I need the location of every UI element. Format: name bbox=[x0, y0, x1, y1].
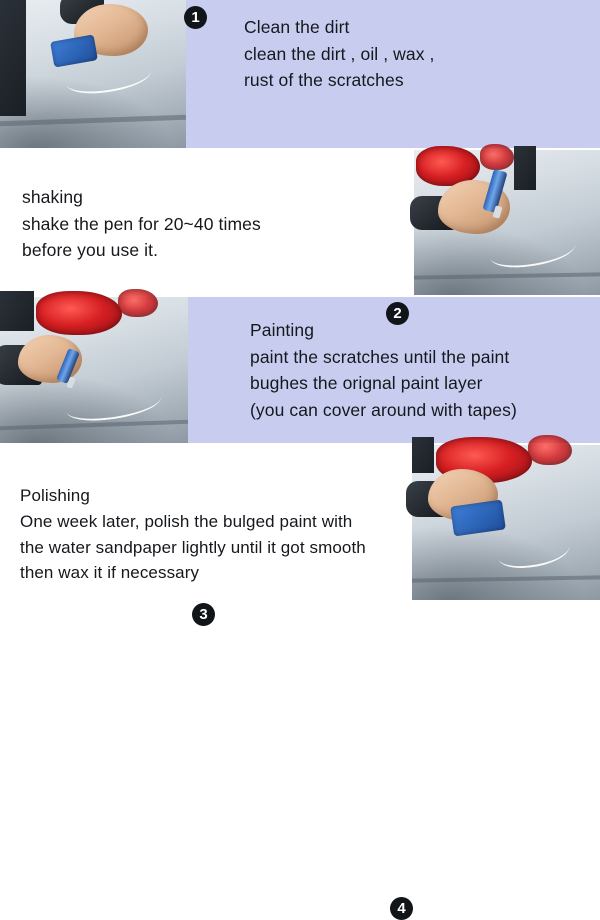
step-4-line-3: the water sandpaper lightly until it got smooth bbox=[20, 537, 366, 557]
taillight-inner-art bbox=[118, 289, 158, 317]
step-4-line-2: One week later, polish the bulged paint with bbox=[20, 511, 353, 531]
step-row-4 bbox=[0, 445, 600, 917]
step-3-line-4: (you can cover around with tapes) bbox=[250, 399, 517, 420]
step-1-number-badge: 1 bbox=[184, 6, 207, 29]
step-3-line-3: bughes the orignal paint layer bbox=[250, 373, 483, 394]
step-1-line-2: clean the dirt , oil , wax , bbox=[244, 43, 435, 64]
step-3-number-badge: 3 bbox=[192, 603, 215, 626]
step-3-line-2: paint the scratches until the paint bbox=[250, 346, 510, 367]
step-1-line-3: rust of the scratches bbox=[244, 70, 404, 91]
step-1-text bbox=[186, 0, 600, 148]
taillight-art bbox=[36, 291, 122, 335]
step-4-lines bbox=[14, 455, 402, 586]
dark-trim-art bbox=[412, 437, 434, 473]
step-row-1 bbox=[0, 0, 600, 148]
dark-trim-art bbox=[0, 291, 34, 331]
step-4-line-4: then wax it if necessary bbox=[20, 563, 200, 583]
step-2-line-2: shake the pen for 20~40 times bbox=[22, 213, 261, 234]
step-1-line-1: Clean the dirt bbox=[244, 17, 350, 37]
step-2-lines bbox=[14, 160, 404, 264]
dark-trim-art bbox=[0, 0, 26, 116]
step-4-line-1: Polishing bbox=[20, 486, 90, 505]
photo-hand-shaking-paint-pen bbox=[414, 150, 600, 295]
step-1-lines bbox=[200, 10, 590, 94]
step-row-2 bbox=[0, 150, 600, 322]
step-4-number-badge: 4 bbox=[390, 897, 413, 920]
step-4-text bbox=[0, 445, 412, 600]
step-2-number-badge: 2 bbox=[386, 302, 409, 325]
photo-hand-painting-scratch-with-pen bbox=[0, 297, 188, 443]
taillight-inner-art bbox=[480, 144, 514, 170]
step-2-line-3: before you use it. bbox=[22, 240, 159, 261]
step-3-line-1: Painting bbox=[250, 320, 315, 340]
photo-hand-polishing-with-blue-pad bbox=[412, 445, 600, 600]
step-2-line-1: shaking bbox=[22, 187, 84, 207]
dark-trim-art bbox=[514, 146, 536, 190]
photo-hand-cleaning-scratch-with-pad bbox=[0, 0, 186, 148]
taillight-inner-art bbox=[528, 435, 572, 465]
step-2-text bbox=[0, 150, 414, 295]
